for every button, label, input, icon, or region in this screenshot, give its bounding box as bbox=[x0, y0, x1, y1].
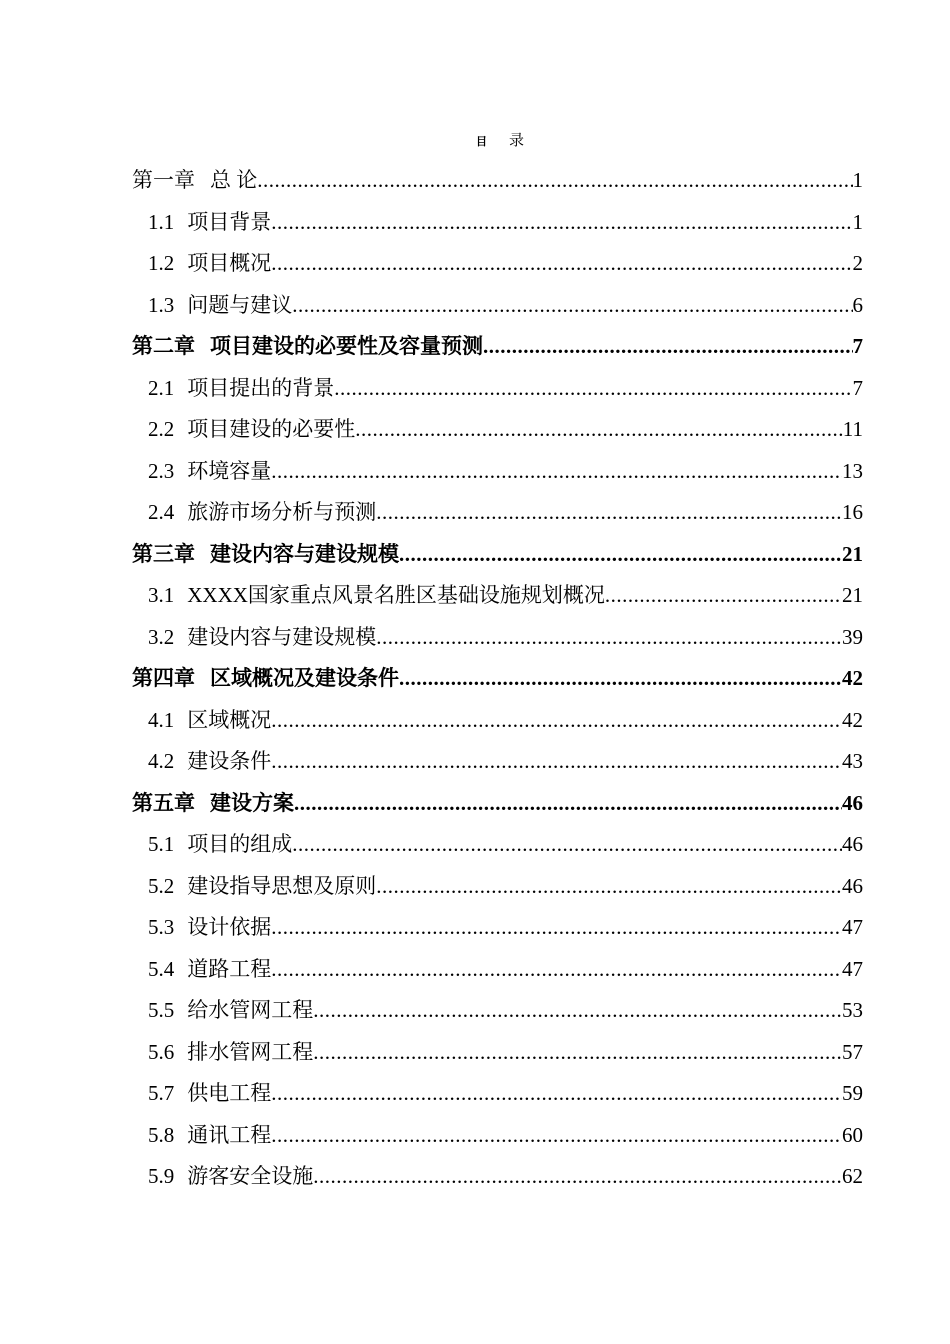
toc-entry-title: 项目的组成 bbox=[187, 832, 293, 856]
toc-entry-number: 1.3 bbox=[148, 292, 175, 317]
toc-entry-page-number: 53 bbox=[842, 998, 863, 1022]
toc-entry-number: 第二章 bbox=[132, 334, 195, 358]
toc-dot-leader bbox=[271, 243, 852, 285]
toc-entry-title: 建设指导思想及原则 bbox=[187, 873, 377, 898]
toc-chapter-entry[interactable] bbox=[132, 534, 863, 576]
toc-section-entry[interactable] bbox=[132, 492, 863, 534]
toc-section-entry[interactable] bbox=[132, 1032, 863, 1074]
toc-chapter-entry[interactable] bbox=[132, 783, 863, 825]
toc-chapter-entry[interactable] bbox=[132, 160, 863, 202]
toc-entry-page-number: 60 bbox=[842, 1122, 863, 1147]
toc-dot-leader bbox=[355, 409, 843, 451]
toc-entry-number: 第三章 bbox=[132, 541, 195, 566]
toc-entry-page-number: 21 bbox=[842, 583, 863, 607]
toc-list bbox=[132, 160, 863, 1198]
toc-entry-number: 5.4 bbox=[148, 956, 175, 981]
toc-entry-title: 区域概况及建设条件 bbox=[210, 666, 399, 690]
toc-entry-page-number: 13 bbox=[842, 458, 863, 483]
toc-dot-leader bbox=[313, 1156, 842, 1198]
toc-chapter-entry[interactable] bbox=[132, 326, 863, 368]
toc-dot-leader bbox=[292, 824, 842, 866]
toc-section-entry[interactable] bbox=[132, 202, 863, 244]
toc-section-entry[interactable] bbox=[132, 741, 863, 783]
toc-entry-title: 项目建设的必要性及容量预测 bbox=[210, 334, 483, 358]
toc-section-entry[interactable] bbox=[132, 285, 863, 327]
toc-dot-leader bbox=[271, 907, 842, 949]
toc-entry-number: 1.2 bbox=[148, 251, 175, 275]
toc-entry-title: 项目背景 bbox=[187, 209, 272, 234]
toc-entry-page-number: 1 bbox=[852, 209, 863, 234]
toc-entry-number: 5.3 bbox=[148, 915, 175, 939]
toc-entry-number: 第一章 bbox=[132, 168, 195, 192]
toc-entry-number: 5.1 bbox=[148, 832, 175, 856]
toc-entry-page-number: 42 bbox=[842, 666, 863, 690]
toc-entry-number: 5.2 bbox=[148, 873, 175, 898]
toc-dot-leader bbox=[376, 617, 842, 659]
toc-section-entry[interactable] bbox=[132, 243, 863, 285]
toc-section-entry[interactable] bbox=[132, 368, 863, 410]
toc-dot-leader bbox=[399, 658, 842, 700]
toc-entry-page-number: 7 bbox=[852, 375, 863, 400]
toc-entry-number: 2.2 bbox=[148, 417, 175, 441]
toc-entry-page-number: 47 bbox=[842, 956, 863, 981]
toc-dot-leader bbox=[399, 534, 842, 576]
toc-entry-number: 1.1 bbox=[148, 209, 175, 234]
toc-dot-leader bbox=[271, 741, 842, 783]
toc-dot-leader bbox=[257, 160, 852, 202]
toc-title-char-2: 录 bbox=[508, 133, 524, 149]
toc-dot-leader bbox=[376, 492, 842, 534]
toc-dot-leader bbox=[271, 451, 842, 493]
toc-entry-page-number: 59 bbox=[842, 1081, 863, 1105]
toc-entry-page-number: 2 bbox=[852, 251, 863, 275]
toc-entry-number: 3.1 bbox=[148, 583, 175, 607]
toc-entry-number: 5.7 bbox=[148, 1081, 175, 1105]
toc-entry-number: 5.8 bbox=[148, 1122, 175, 1147]
toc-section-entry[interactable] bbox=[132, 990, 863, 1032]
toc-entry-title: 项目提出的背景 bbox=[187, 375, 335, 400]
toc-title-char-1: 目 bbox=[475, 136, 487, 148]
toc-entry-page-number: 43 bbox=[842, 749, 863, 773]
toc-entry-number: 5.6 bbox=[148, 1039, 175, 1064]
toc-entry-title: 建设条件 bbox=[187, 749, 272, 773]
toc-entry-page-number: 46 bbox=[842, 832, 863, 856]
toc-section-entry[interactable] bbox=[132, 575, 863, 617]
toc-entry-title: 环境容量 bbox=[187, 458, 272, 483]
toc-entry-title: 建设方案 bbox=[210, 790, 294, 815]
toc-chapter-entry[interactable] bbox=[132, 658, 863, 700]
toc-entry-title: 给水管网工程 bbox=[187, 998, 314, 1022]
toc-entry-number: 3.2 bbox=[148, 624, 175, 649]
toc-entry-page-number: 7 bbox=[852, 334, 863, 358]
toc-entry-page-number: 42 bbox=[842, 707, 863, 732]
toc-section-entry[interactable] bbox=[132, 451, 863, 493]
toc-entry-page-number: 57 bbox=[842, 1039, 863, 1064]
toc-section-entry[interactable] bbox=[132, 1156, 863, 1198]
toc-dot-leader bbox=[605, 575, 842, 617]
toc-dot-leader bbox=[313, 1032, 842, 1074]
toc-entry-number: 4.1 bbox=[148, 707, 175, 732]
toc-section-entry[interactable] bbox=[132, 1073, 863, 1115]
toc-entry-title: 游客安全设施 bbox=[187, 1164, 314, 1188]
toc-entry-page-number: 16 bbox=[842, 500, 863, 524]
toc-entry-page-number: 46 bbox=[842, 790, 863, 815]
toc-entry-title: 供电工程 bbox=[187, 1081, 272, 1105]
toc-entry-number: 4.2 bbox=[148, 749, 175, 773]
toc-entry-title: 问题与建议 bbox=[187, 292, 293, 317]
toc-entry-page-number: 62 bbox=[842, 1164, 863, 1188]
toc-dot-leader bbox=[271, 949, 842, 991]
toc-entry-page-number: 46 bbox=[842, 873, 863, 898]
toc-dot-leader bbox=[271, 700, 842, 742]
toc-entry-number: 第四章 bbox=[132, 666, 195, 690]
toc-entry-title: 设计依据 bbox=[187, 915, 272, 939]
toc-section-entry[interactable] bbox=[132, 409, 863, 451]
toc-entry-number: 5.5 bbox=[148, 998, 175, 1022]
toc-entry-title: 通讯工程 bbox=[187, 1122, 272, 1147]
toc-dot-leader bbox=[313, 990, 842, 1032]
toc-section-entry[interactable] bbox=[132, 824, 863, 866]
toc-entry-title: 道路工程 bbox=[187, 956, 272, 981]
toc-dot-leader bbox=[292, 285, 852, 327]
toc-entry-page-number: 21 bbox=[842, 541, 863, 566]
toc-entry-page-number: 11 bbox=[842, 417, 863, 441]
toc-dot-leader bbox=[271, 1115, 842, 1157]
toc-dot-leader bbox=[376, 866, 842, 908]
toc-dot-leader bbox=[483, 326, 853, 368]
toc-entry-page-number: 39 bbox=[842, 624, 863, 649]
toc-entry-page-number: 6 bbox=[852, 292, 863, 317]
toc-entry-title: 建设内容与建设规模 bbox=[210, 541, 399, 566]
toc-section-entry[interactable] bbox=[132, 866, 863, 908]
toc-entry-number: 2.1 bbox=[148, 375, 175, 400]
toc-entry-number: 2.4 bbox=[148, 500, 175, 524]
toc-entry-title: 总 论 bbox=[210, 168, 258, 192]
toc-dot-leader bbox=[271, 1073, 842, 1115]
toc-entry-title: 排水管网工程 bbox=[187, 1039, 314, 1064]
toc-section-entry[interactable] bbox=[132, 700, 863, 742]
toc-entry-title: 项目建设的必要性 bbox=[187, 417, 356, 441]
toc-entry-title: XXXX国家重点风景名胜区基础设施规划概况 bbox=[187, 583, 605, 607]
toc-dot-leader bbox=[294, 783, 842, 825]
toc-entry-page-number: 47 bbox=[842, 915, 863, 939]
toc-entry-number: 第五章 bbox=[132, 790, 195, 815]
toc-section-entry[interactable] bbox=[132, 1115, 863, 1157]
toc-title bbox=[0, 129, 950, 150]
toc-entry-title: 项目概况 bbox=[187, 251, 272, 275]
toc-entry-number: 2.3 bbox=[148, 458, 175, 483]
toc-entry-title: 旅游市场分析与预测 bbox=[187, 500, 377, 524]
toc-entry-number: 5.9 bbox=[148, 1164, 175, 1188]
toc-dot-leader bbox=[271, 202, 852, 244]
toc-entry-title: 建设内容与建设规模 bbox=[187, 624, 377, 649]
toc-section-entry[interactable] bbox=[132, 907, 863, 949]
toc-dot-leader bbox=[334, 368, 852, 410]
toc-entry-title: 区域概况 bbox=[187, 707, 272, 732]
toc-section-entry[interactable] bbox=[132, 949, 863, 991]
toc-entry-page-number: 1 bbox=[852, 168, 863, 192]
toc-section-entry[interactable] bbox=[132, 617, 863, 659]
